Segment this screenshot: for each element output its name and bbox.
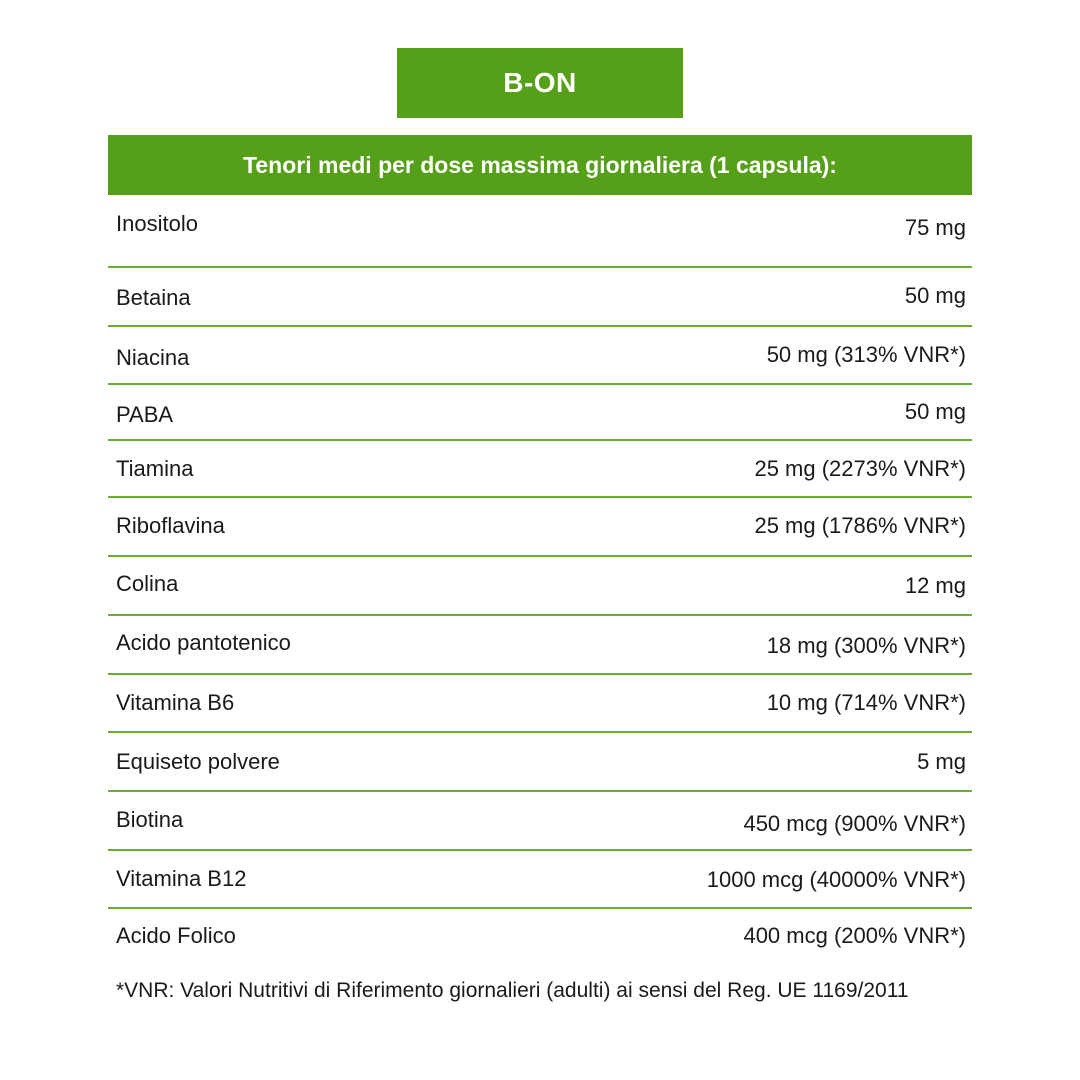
table-row (108, 616, 972, 675)
ingredient-amount: 1000 mcg (40000% VNR*) (706, 867, 966, 892)
table-row (108, 851, 972, 909)
table-row (108, 675, 972, 733)
ingredient-name: Inositolo (116, 211, 198, 236)
ingredient-amount: 50 mg (313% VNR*) (766, 342, 966, 367)
footnote: *VNR: Valori Nutritivi di Riferimento giornalieri (adulti) ai sensi del Reg. UE 1169/2011 (116, 979, 909, 1002)
ingredient-name: Niacina (116, 345, 190, 370)
product-title (397, 48, 683, 118)
ingredient-name: Betaina (116, 285, 191, 310)
table-row (108, 195, 972, 268)
ingredient-amount: 50 mg (904, 399, 966, 424)
ingredient-amount: 5 mg (917, 749, 966, 774)
ingredient-amount: 10 mg (714% VNR*) (766, 690, 966, 715)
ingredient-amount: 50 mg (904, 283, 966, 308)
ingredient-name: Tiamina (116, 456, 194, 481)
ingredient-name: Acido Folico (116, 923, 236, 948)
table-header (108, 135, 972, 195)
table-row (108, 733, 972, 792)
ingredient-amount: 400 mcg (200% VNR*) (743, 923, 966, 948)
table-row (108, 441, 972, 498)
nutrition-table (108, 135, 972, 967)
ingredient-name: Vitamina B6 (116, 690, 235, 715)
ingredient-name: Riboflavina (116, 513, 225, 538)
ingredient-name: Biotina (116, 807, 184, 832)
table-row (108, 792, 972, 851)
ingredient-amount: 25 mg (1786% VNR*) (754, 513, 966, 538)
table-row (108, 557, 972, 616)
table-row (108, 385, 972, 441)
ingredient-name: Vitamina B12 (116, 866, 247, 891)
ingredient-name: Acido pantotenico (116, 630, 291, 655)
ingredient-amount: 12 mg (904, 573, 966, 598)
table-header-text: Tenori medi per dose massima giornaliera (1 capsula): (243, 151, 837, 178)
table-row (108, 327, 972, 385)
ingredient-amount: 18 mg (300% VNR*) (766, 633, 966, 658)
ingredient-name: PABA (116, 402, 174, 427)
table-row (108, 268, 972, 327)
ingredient-name: Colina (116, 571, 179, 596)
product-title-text: B-ON (503, 67, 577, 98)
ingredient-amount: 450 mcg (900% VNR*) (743, 811, 966, 836)
ingredient-amount: 75 mg (904, 215, 966, 240)
table-row (108, 909, 972, 967)
table-row (108, 498, 972, 557)
ingredient-name: Equiseto polvere (116, 749, 280, 774)
ingredient-amount: 25 mg (2273% VNR*) (754, 456, 966, 481)
